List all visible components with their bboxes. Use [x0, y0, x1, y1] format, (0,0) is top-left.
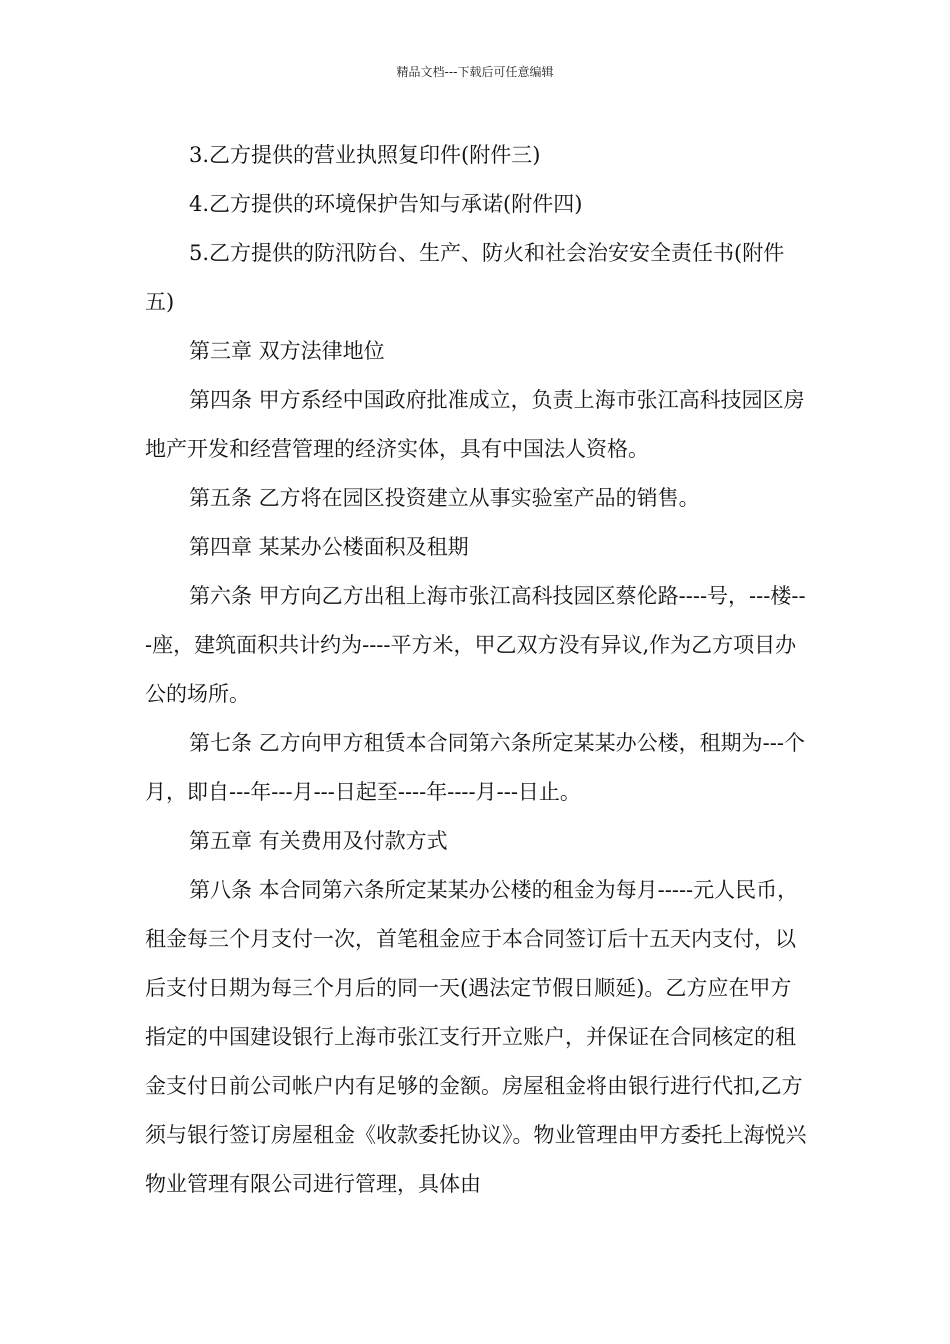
- article-7: 第七条 乙方向甲方租赁本合同第六条所定某某办公楼，租期为---个月，即自---年---月---日起至----年----月---日止。: [145, 731, 805, 804]
- page-header: 精品文档---下载后可任意编辑: [396, 65, 554, 79]
- paragraph-attachment-4: 4.乙方提供的环境保护告知与承诺(附件四): [189, 192, 583, 216]
- paragraph-attachment-5: 5.乙方提供的防汛防台、生产、防火和社会治安安全责任书(附件五): [145, 241, 785, 314]
- chapter-5-heading: 第五章 有关费用及付款方式: [189, 829, 448, 853]
- chapter-3-heading: 第三章 双方法律地位: [189, 339, 385, 363]
- paragraph-attachment-3: 3.乙方提供的营业执照复印件(附件三): [189, 143, 541, 167]
- article-4: 第四条 甲方系经中国政府批准成立，负责上海市张江高科技园区房地产开发和经营管理的经济实体，具有中国法人资格。: [145, 388, 805, 461]
- article-6: 第六条 甲方向乙方出租上海市张江高科技园区蔡伦路----号，---楼---座，建筑面积共计约为----平方米，甲乙双方没有异议,作为乙方项目办公的场所。: [145, 584, 806, 706]
- article-8: 第八条 本合同第六条所定某某办公楼的租金为每月-----元人民币，租金每三个月支付一次，首笔租金应于本合同签订后十五天内支付，以后支付日期为每三个月后的同一天(遇法定节假日顺延)。乙方应在甲方指定的中国建设银行上海市张江支行开立账户，并保证在合同核定的租金支付日前公司帐户内有足够的金额。房屋租金将由银行进行代扣,乙方须与银行签订房屋租金《收款委托协议》。物业管理由甲方委托上海悦兴物业管理有限公司进行管理，具体由: [145, 878, 807, 1196]
- document-body: [145, 131, 810, 1209]
- article-5: 第五条 乙方将在园区投资建立从事实验室产品的销售。: [189, 486, 700, 510]
- chapter-4-heading: 第四章 某某办公楼面积及租期: [189, 535, 469, 559]
